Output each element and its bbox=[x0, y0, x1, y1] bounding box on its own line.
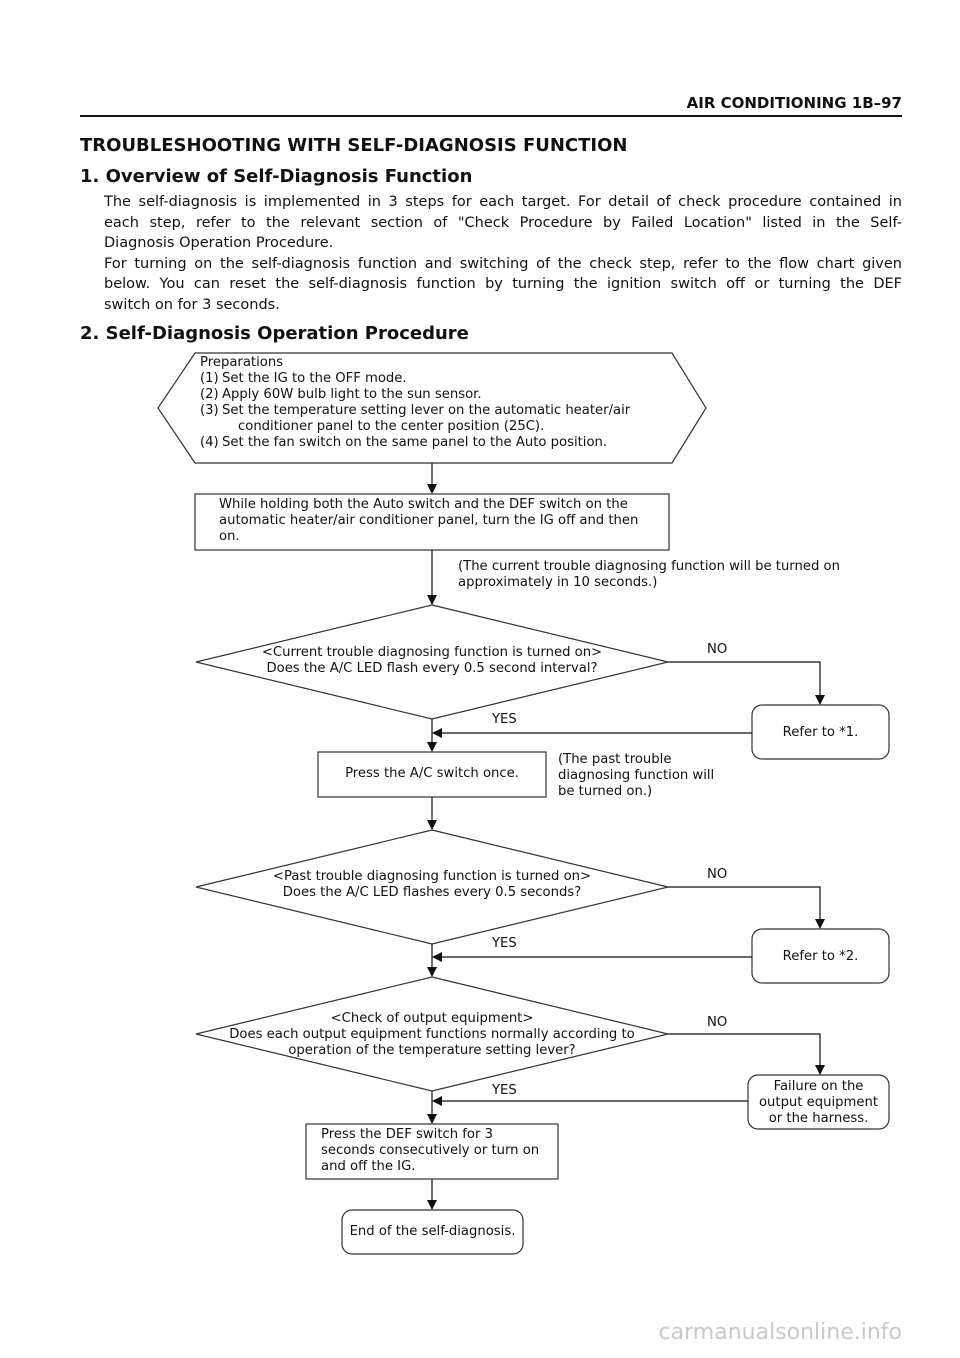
dec-2-line-2: Does the A/C LED flashes every 0.5 seconds? bbox=[282, 885, 582, 900]
refer-1-text: Refer to *1. bbox=[782, 725, 859, 740]
press-def-line-2: seconds consecutively or turn on bbox=[321, 1143, 540, 1158]
note-2-line-2: diagnosing function will bbox=[558, 768, 715, 783]
refer-2-text: Refer to *2. bbox=[782, 949, 859, 964]
prep-title: Preparations bbox=[200, 355, 284, 370]
prep-text-2: Apply 60W bulb light to the sun sensor. bbox=[222, 387, 482, 402]
arrow-no-3 bbox=[668, 1034, 820, 1074]
note-2-line-3: be turned on.) bbox=[558, 784, 653, 799]
note-2-line-1: (The past trouble bbox=[558, 752, 672, 767]
note-1-line-1: (The current trouble diagnosing function will be turned on bbox=[458, 559, 840, 574]
no-label-2: NO bbox=[707, 867, 728, 882]
section-1-line-4: For turning on the self-diagnosis function and switching of the check step, refer to the flow chart given bbox=[104, 255, 902, 272]
section-1-title: 1. Overview of Self-Diagnosis Function bbox=[80, 166, 473, 187]
prep-text-1: Set the IG to the OFF mode. bbox=[222, 371, 407, 386]
arrow-no-2 bbox=[668, 887, 820, 928]
section-1-line-5: below. You can reset the self-diagnosis function by turning the ignition switch off or turning the DEF bbox=[104, 276, 902, 292]
hold-line-2: automatic heater/air conditioner panel, turn the IG off and then bbox=[219, 513, 639, 528]
no-label-3: NO bbox=[707, 1015, 728, 1030]
dec-1-line-2: Does the A/C LED flash every 0.5 second interval? bbox=[266, 661, 598, 676]
hold-line-1: While holding both the Auto switch and the DEF switch on the bbox=[219, 497, 628, 512]
prep-num-2: (2) bbox=[200, 387, 219, 402]
yes-label-3: YES bbox=[492, 1083, 517, 1098]
prep-text-4: Set the fan switch on the same panel to the Auto position. bbox=[222, 435, 608, 450]
section-1-line-1: The self-diagnosis is implemented in 3 steps for each target. For detail of check procedure contained in bbox=[104, 194, 902, 210]
dec-3-line-1: <Check of output equipment> bbox=[330, 1011, 534, 1026]
prep-num-3: (3) bbox=[200, 403, 219, 418]
hold-line-3: on. bbox=[219, 529, 240, 544]
section-1-line-2: each step, refer to the relevant section of "Check Procedure by Failed Location" listed in the Self- bbox=[104, 214, 902, 231]
end-text: End of the self-diagnosis. bbox=[349, 1224, 516, 1239]
section-1-line-6: switch on for 3 seconds. bbox=[104, 296, 280, 313]
prep-text-3: Set the temperature setting lever on the automatic heater/air bbox=[222, 403, 631, 418]
dec-3-line-3: operation of the temperature setting lever? bbox=[288, 1043, 576, 1058]
page-header: AIR CONDITIONING 1B–97 bbox=[686, 94, 902, 112]
prep-text-3-cont: conditioner panel to the center position (25C). bbox=[238, 419, 545, 434]
press-ac-text: Press the A/C switch once. bbox=[345, 766, 519, 781]
dec-2-line-1: <Past trouble diagnosing function is turned on> bbox=[272, 869, 592, 884]
arrow-no-1 bbox=[668, 662, 820, 704]
yes-label-2: YES bbox=[492, 936, 517, 951]
section-2-title: 2. Self-Diagnosis Operation Procedure bbox=[80, 323, 469, 344]
dec-3-line-2: Does each output equipment functions normally according to bbox=[229, 1027, 635, 1042]
main-heading: TROUBLESHOOTING WITH SELF-DIAGNOSIS FUNCTION bbox=[80, 135, 628, 156]
yes-label-1: YES bbox=[492, 712, 517, 727]
watermark: carmanualsonline.info bbox=[658, 1320, 902, 1345]
no-label-1: NO bbox=[707, 642, 728, 657]
prep-num-4: (4) bbox=[200, 435, 219, 450]
note-1-line-2: approximately in 10 seconds.) bbox=[458, 575, 658, 590]
failure-line-2: output equipment bbox=[758, 1095, 879, 1110]
press-def-line-1: Press the DEF switch for 3 bbox=[321, 1127, 494, 1142]
failure-line-1: Failure on the bbox=[773, 1079, 864, 1094]
press-def-line-3: and off the IG. bbox=[321, 1159, 416, 1174]
failure-line-3: or the harness. bbox=[768, 1111, 869, 1126]
prep-num-1: (1) bbox=[200, 371, 219, 386]
dec-1-line-1: <Current trouble diagnosing function is turned on> bbox=[261, 645, 603, 660]
section-1-line-3: Diagnosis Operation Procedure. bbox=[104, 235, 334, 251]
